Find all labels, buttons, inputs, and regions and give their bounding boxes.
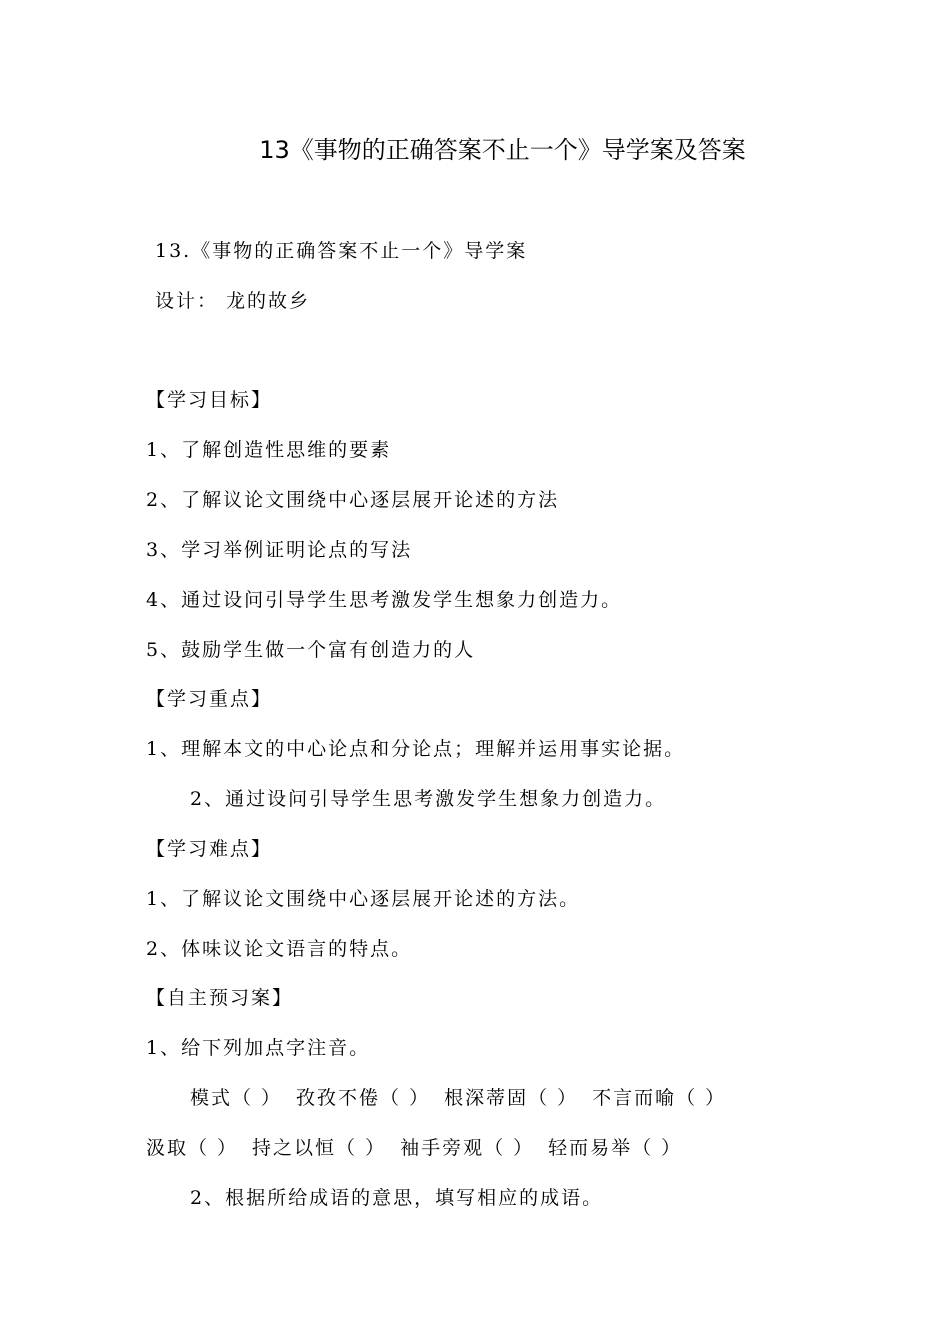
difficult-point-item: 1、了解议论文围绕中心逐层展开论述的方法。 [146,888,581,910]
pinyin-row-1 [190,1083,726,1113]
difficult-point-item: 2、体味议论文语言的特点。 [146,938,413,960]
key-point-item: 1、理解本文的中心论点和分论点；理解并运用事实论据。 [146,738,686,760]
preview-question-1: 1、给下列加点字注音。 [146,1037,371,1059]
preview-question-2: 2、根据所给成语的意思，填写相应的成语。 [190,1187,604,1209]
author-line: 设计： 龙的故乡 [155,290,311,312]
pinyin-item: 模式（ ） [190,1087,283,1109]
preview-heading: 【自主预习案】 [146,987,294,1009]
pinyin-item: 孜孜不倦（ ） [296,1087,431,1109]
goals-heading: 【学习目标】 [146,389,273,411]
pinyin-row-2 [146,1133,682,1163]
goal-item: 2、了解议论文围绕中心逐层展开论述的方法 [146,489,560,511]
goal-item: 4、通过设问引导学生思考激发学生想象力创造力。 [146,589,623,611]
key-point-item: 2、通过设问引导学生思考激发学生想象力创造力。 [190,788,667,810]
pinyin-item: 轻而易举（ ） [548,1137,683,1159]
difficult-heading: 【学习难点】 [146,838,273,860]
goal-item: 5、鼓励学生做一个富有创造力的人 [146,639,476,661]
document-title: 13《事物的正确答案不止一个》导学案及答案 [259,136,746,164]
goal-item: 1、了解创造性思维的要素 [146,439,392,461]
pinyin-item: 袖手旁观（ ） [400,1137,535,1159]
pinyin-item: 根深蒂固（ ） [444,1087,579,1109]
goal-item: 3、学习举例证明论点的写法 [146,539,413,561]
pinyin-item: 不言而喻（ ） [592,1087,727,1109]
pinyin-item: 汲取（ ） [146,1137,239,1159]
key-heading: 【学习重点】 [146,688,273,710]
subtitle: 13.《事物的正确答案不止一个》导学案 [155,240,528,262]
pinyin-item: 持之以恒（ ） [252,1137,387,1159]
